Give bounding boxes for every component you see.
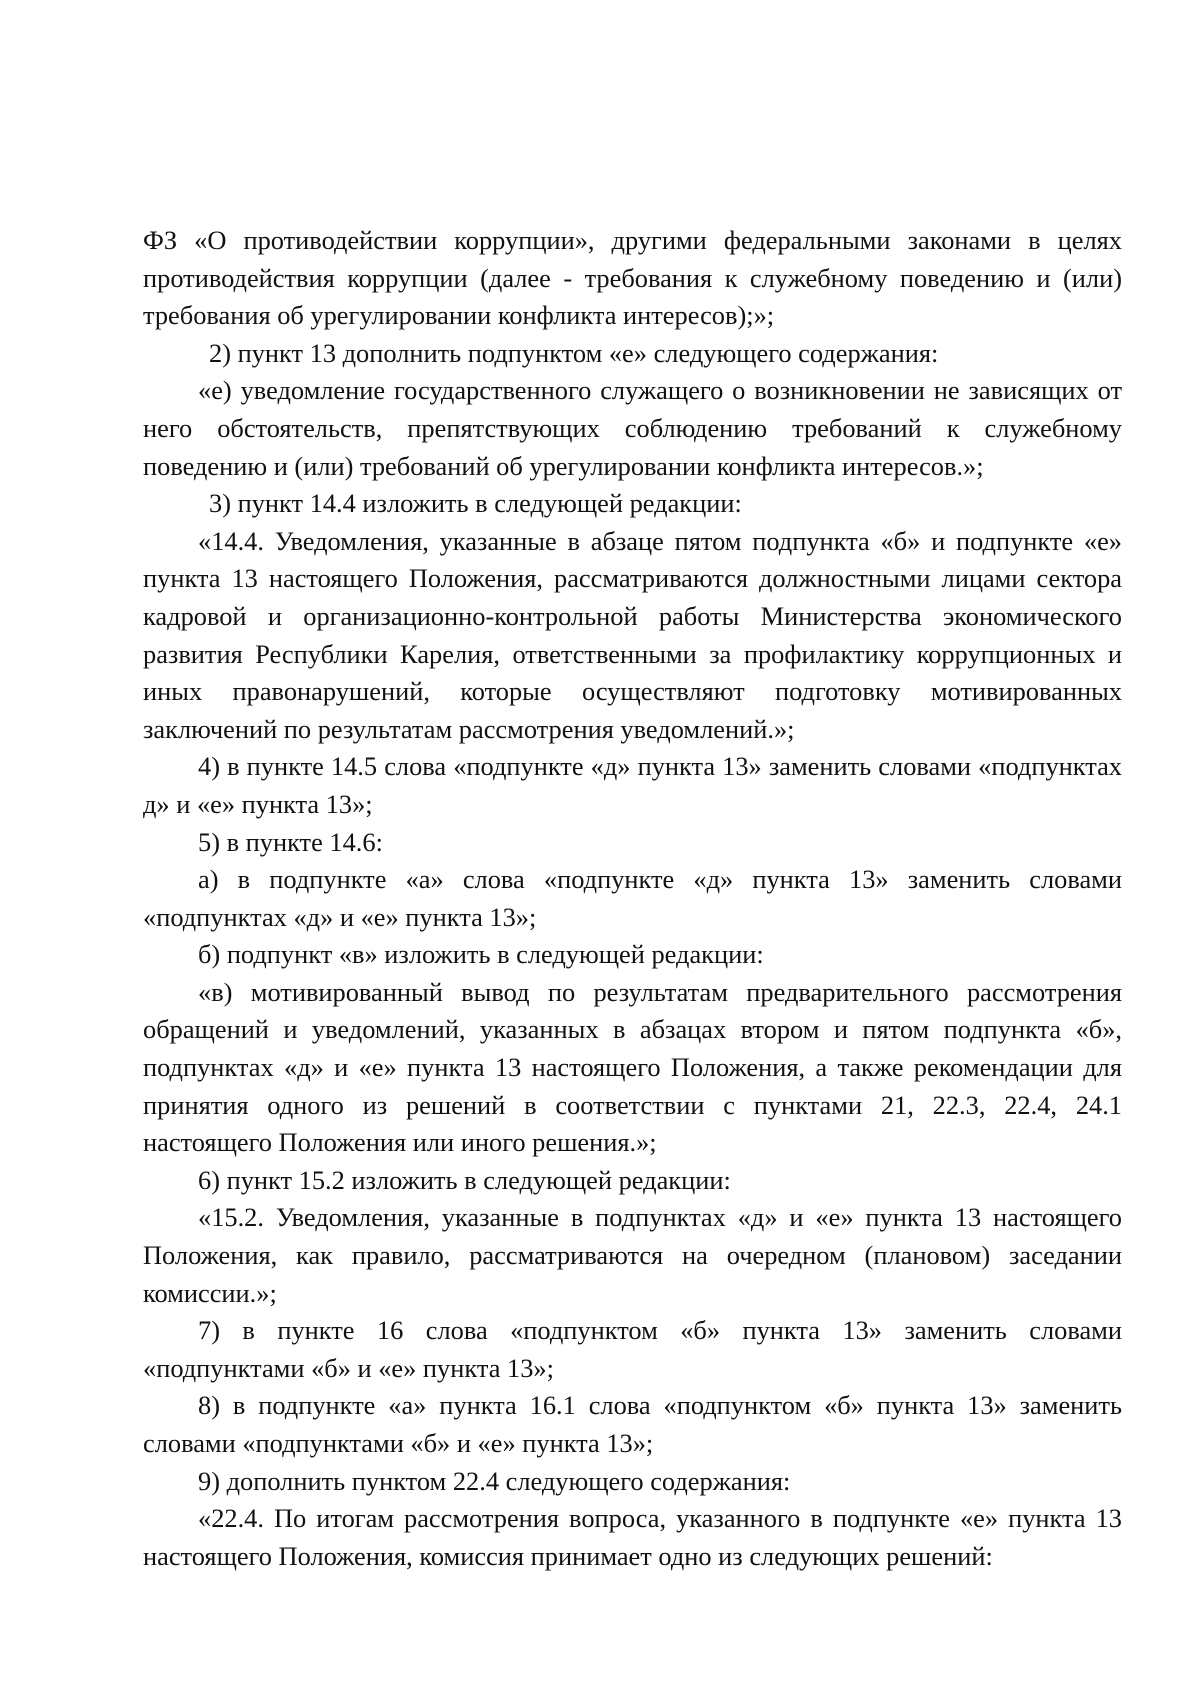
paragraph-continuation: ФЗ «О противодействии коррупции», другими федеральными законами в целях противодействия коррупции (далее - требования к служебному поведению и (или) требования об урегулировании конфликта интересов);»; (143, 225, 1122, 331)
paragraph-item-5: 5) в пункте 14.6: (198, 826, 383, 857)
document-body (143, 222, 1122, 1575)
paragraph-item-5b: б) подпункт «в» изложить в следующей редакции: (198, 939, 764, 970)
paragraph-item-9-quote: «22.4. По итогам рассмотрения вопроса, указанного в подпункте «е» пункта 13 настоящего Положения, комиссия принимает одно из следующих решений: (143, 1503, 1122, 1571)
paragraph-item-2-quote: «е) уведомление государственного служащего о возникновении не зависящих от него обстоятельств, препятствующих соблюдению требований к служебному поведению и (или) требований об урегулировании конфликта интересов.»; (143, 375, 1122, 481)
paragraph-item-4: 4) в пункте 14.5 слова «подпункте «д» пункта 13» заменить словами «подпунктах д» и «е» пункта 13»; (143, 751, 1122, 819)
paragraph-item-3-quote: «14.4. Уведомления, указанные в абзаце пятом подпункта «б» и подпункте «е» пункта 13 настоящего Положения, рассматриваются должностными лицами сектора кадровой и организационно-контрольной работы Министерства экономического развития Республики Карелия, ответственными за профилактику коррупционных и иных правонарушений, которые осуществляют подготовку мотивированных заключений по результатам рассмотрения уведомлений.»; (143, 525, 1122, 744)
paragraph-item-6: 6) пункт 15.2 изложить в следующей редакции: (198, 1164, 731, 1195)
paragraph-item-5b-quote: «в) мотивированный вывод по результатам предварительного рассмотрения обращений и уведомлений, указанных в абзацах втором и пятом подпункта «б», подпунктах «д» и «е» пункта 13 настоящего Положения, а также рекомендации для принятия одного из решений в соответствии с пунктами 21, 22.3, 22.4, 24.1 настоящего Положения или иного решения.»; (143, 976, 1122, 1158)
paragraph-item-3: 3) пункт 14.4 изложить в следующей редакции: (209, 488, 742, 519)
paragraph-item-7: 7) в пункте 16 слова «подпунктом «б» пункта 13» заменить словами «подпунктами «б» и «е» пункта 13»; (143, 1315, 1122, 1383)
paragraph-item-9: 9) дополнить пунктом 22.4 следующего содержания: (198, 1465, 791, 1496)
paragraph-item-5a: а) в подпункте «а» слова «подпункте «д» пункта 13» заменить словами «подпунктах «д» и «е» пункта 13»; (143, 864, 1122, 932)
paragraph-item-6-quote: «15.2. Уведомления, указанные в подпунктах «д» и «е» пункта 13 настоящего Положения, как правило, рассматриваются на очередном (плановом) заседании комиссии.»; (143, 1202, 1122, 1308)
paragraph-item-2: 2) пункт 13 дополнить подпунктом «е» следующего содержания: (209, 337, 939, 368)
paragraph-item-8: 8) в подпункте «а» пункта 16.1 слова «подпунктом «б» пункта 13» заменить словами «подпунктами «б» и «е» пункта 13»; (143, 1390, 1122, 1458)
